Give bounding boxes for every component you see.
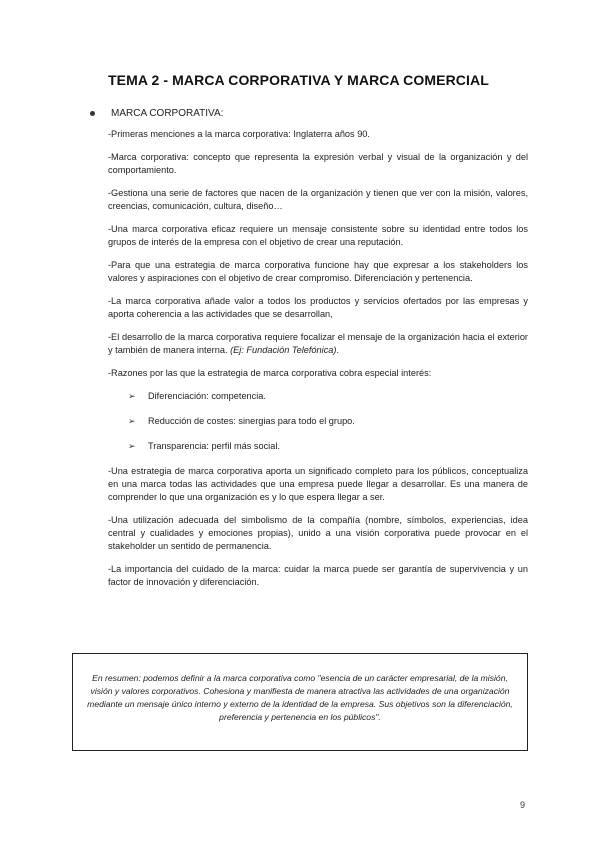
page-title: TEMA 2 - MARCA CORPORATIVA Y MARCA COMERCIAL <box>108 72 489 88</box>
arrow-bullet-icon: ➢ <box>128 391 136 401</box>
paragraph: -Primeras menciones a la marca corporativa: Inglaterra años 90. <box>108 129 370 139</box>
paragraph: -Marca corporativa: concepto que representa la expresión verbal y visual de la organización y del comportamiento. <box>108 152 528 175</box>
list-item-text: Transparencia: perfil más social. <box>148 441 280 451</box>
list-item <box>128 415 528 428</box>
paragraph-text: -El desarrollo de la marca corporativa requiere focalizar el mensaje de la organización hacia el exterior y también de manera interna. <box>108 332 528 355</box>
paragraph: -Una estrategia de marca corporativa aporta un significado completo para los públicos, conceptualiza en una marca todas las actividades que una empresa puede llegar a desarrollar. Es una manera de comprender lo que una organización es y lo que espera llegar a ser. <box>108 466 528 502</box>
paragraph-end: . <box>336 345 340 355</box>
section-content <box>108 128 528 599</box>
example-reference: (Ej: Fundación Telefónica) <box>230 345 337 355</box>
paragraph: -Para que una estrategia de marca corporativa funcione hay que expresar a los stakeholders los valores y aspiraciones con el objetivo de crear compromiso. Diferenciación y pertenencia. <box>108 260 528 283</box>
summary-text: En resumen: podemos definir a la marca corporativa como "esencia de un carácter empresarial, de la misión, visión y valores corporativos. Cohesiona y manifiesta de manera atractiva las actividades de una organización mediante un mensaje único interno y externo de la identidad de la empresa. Sus objetivos son la diferenciación, preferencia y pertenencia en los públicos". <box>87 673 513 722</box>
paragraph: -Una utilización adecuada del simbolismo de la compañía (nombre, símbolos, experiencias, idea central y cualidades y emociones propias), unido a una visión corporativa puede provocar en el stakeholder un sentido de permanencia. <box>108 515 528 551</box>
list-item-text: Diferenciación: competencia. <box>148 391 266 401</box>
list-item <box>128 390 528 403</box>
section-bullet <box>90 108 223 119</box>
paragraph: -La importancia del cuidado de la marca: cuidar la marca puede ser garantía de supervivencia y un factor de innovación y diferenciación. <box>108 564 528 587</box>
page-number: 9 <box>520 800 526 810</box>
reasons-list <box>108 390 528 453</box>
paragraph: -Una marca corporativa eficaz requiere un mensaje consistente sobre su identidad entre todos los grupos de interés de la empresa con el objetivo de crear una reputación. <box>108 224 528 247</box>
reasons-intro: -Razones por las que la estrategia de marca corporativa cobra especial interés: <box>108 368 432 378</box>
paragraph: -Gestiona una serie de factores que nacen de la organización y tienen que ver con la misión, valores, creencias, comunicación, cultura, diseño… <box>108 188 528 211</box>
list-item <box>128 440 528 453</box>
list-item-text: Reducción de costes: sinergias para todo el grupo. <box>148 416 355 426</box>
section-heading: MARCA CORPORATIVA: <box>111 108 224 119</box>
arrow-bullet-icon: ➢ <box>128 441 136 451</box>
bullet-icon <box>90 111 95 116</box>
paragraph: -La marca corporativa añade valor a todos los productos y servicios ofertados por las empresas y aporta coherencia a las actividades que se desarrollan, <box>108 296 528 319</box>
summary-box <box>72 653 528 751</box>
paragraph <box>108 331 528 357</box>
arrow-bullet-icon: ➢ <box>128 416 136 426</box>
